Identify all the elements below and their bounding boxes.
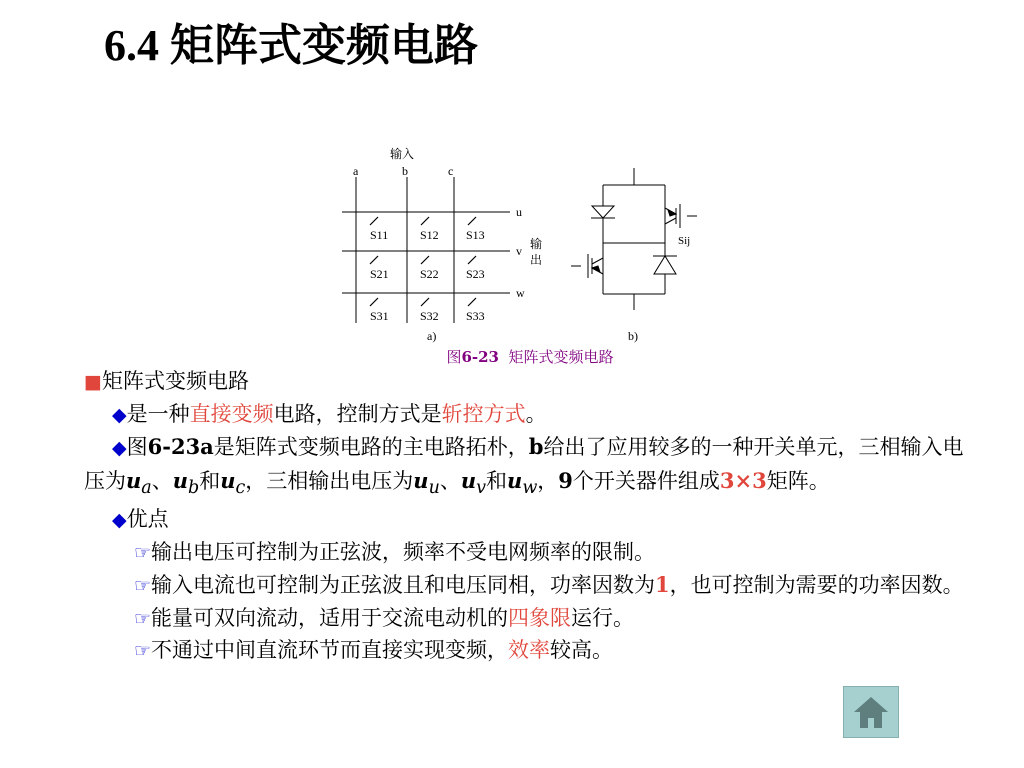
circuit-figure (330, 140, 710, 350)
b2-and1: 和 (199, 468, 221, 493)
advantage-3 (84, 603, 964, 636)
var-uw-sub: w (522, 477, 538, 498)
label-sij: Sij (678, 235, 691, 247)
var-ub-sub: b (188, 477, 200, 498)
var-uc: u (220, 467, 236, 493)
b2-t5: ， (537, 468, 559, 493)
var-uw: u (507, 467, 523, 493)
var-ua-sub: a (141, 477, 152, 498)
advantage-2 (84, 569, 964, 603)
var-ub: u (172, 467, 188, 493)
b2-b-ref: b (528, 434, 544, 459)
slide-body (84, 366, 964, 668)
var-uv-sub: v (476, 477, 487, 498)
matrix-converter-diagram (330, 140, 710, 350)
square-bullet-icon: ■ (84, 371, 102, 393)
diamond-bullet-icon: ◆ (112, 509, 127, 532)
advantage-4 (84, 635, 964, 668)
label-input: 输入 (390, 147, 415, 161)
bullet-heading (84, 366, 964, 399)
home-icon (852, 694, 890, 730)
label-sub-a: a) (427, 329, 437, 343)
label-s33: S33 (466, 309, 485, 323)
a3-pre: 能量可双向流动，适用于交流电动机的 (151, 605, 509, 630)
advantage-1 (84, 537, 964, 570)
b1-pre: 是一种 (126, 401, 190, 426)
hand-pointer-icon: ☞ (134, 640, 152, 663)
var-uv: u (460, 467, 477, 493)
b2-nine: 9 (558, 467, 573, 493)
b1-red-direct: 直接变频 (189, 401, 274, 426)
caption-text: 矩阵式变频电路 (508, 348, 614, 366)
heading-text: 矩阵式变频电路 (101, 369, 249, 393)
label-col-a: a (353, 164, 359, 178)
b2-t6: 个开关器件组成 (572, 468, 720, 493)
diamond-bullet-icon: ◆ (112, 403, 127, 426)
hand-pointer-icon: ☞ (134, 607, 152, 630)
label-row-v: v (516, 244, 522, 258)
label-col-b: b (402, 164, 408, 178)
a2-power-factor: 1 (655, 572, 670, 598)
b2-t1: 图 (126, 435, 148, 459)
a4-post: 较高。 (550, 638, 614, 663)
b2-t4: ，三相输出电压为 (245, 468, 414, 493)
b1-mid: 电路，控制方式是 (273, 401, 442, 426)
b1-post: 。 (525, 401, 547, 426)
b2-sep1: 、 (151, 468, 173, 493)
var-uu-sub: u (428, 477, 440, 498)
advantages-heading (84, 504, 964, 537)
home-button[interactable] (843, 686, 899, 738)
label-s22: S22 (420, 267, 439, 281)
label-s23: S23 (466, 267, 485, 281)
label-s21: S21 (370, 267, 389, 281)
a3-post: 运行。 (571, 605, 635, 630)
bullet-2 (84, 431, 964, 504)
b2-and2: 和 (486, 468, 508, 493)
label-col-c: c (448, 164, 454, 178)
a4-red: 效率 (508, 638, 551, 663)
label-output-2: 出 (530, 253, 543, 267)
var-uc-sub: c (235, 477, 246, 498)
figure-caption (330, 346, 730, 367)
caption-number: 6-23 (461, 348, 499, 366)
label-s13: S13 (466, 228, 485, 242)
a1-text: 输出电压可控制为正弦波，频率不受电网频率的限制。 (151, 539, 656, 564)
caption-fig: 图 (446, 348, 462, 366)
b2-t3: 给出了应用较多的一种开关单元，三相输入电压为 (84, 435, 964, 493)
page-title: 6.4 矩阵式变频电路 (104, 21, 478, 70)
bullet-1 (84, 399, 964, 432)
label-sub-b: b) (628, 329, 638, 343)
label-row-u: u (516, 205, 522, 219)
a2-pre: 输入电流也可控制为正弦波且和电压同相，功率因数为 (151, 573, 656, 598)
a4-pre: 不通过中间直流环节而直接实现变频， (151, 638, 509, 663)
b2-fig-ref: 6-23a (147, 434, 214, 459)
advantages-text: 优点 (126, 507, 169, 532)
label-s31: S31 (370, 309, 389, 323)
diamond-bullet-icon: ◆ (112, 437, 127, 459)
a3-red: 四象限 (508, 605, 572, 630)
b2-t7: 矩阵。 (766, 468, 830, 493)
label-s32: S32 (420, 309, 439, 323)
b1-red-chopper: 斩控方式 (441, 401, 526, 426)
b2-t2: 是矩阵式变频电路的主电路拓朴， (213, 435, 529, 459)
a2-post: ，也可控制为需要的功率因数。 (669, 573, 964, 598)
label-s11: S11 (370, 228, 389, 242)
var-uu: u (413, 467, 429, 493)
label-s12: S12 (420, 228, 439, 242)
label-row-w: w (516, 286, 525, 300)
b2-sep2: 、 (439, 468, 461, 493)
label-output-1: 输 (530, 237, 543, 251)
var-ua: u (126, 467, 142, 493)
hand-pointer-icon: ☞ (134, 541, 152, 564)
b2-matrix-size: 3×3 (719, 467, 767, 493)
hand-pointer-icon: ☞ (134, 575, 152, 598)
